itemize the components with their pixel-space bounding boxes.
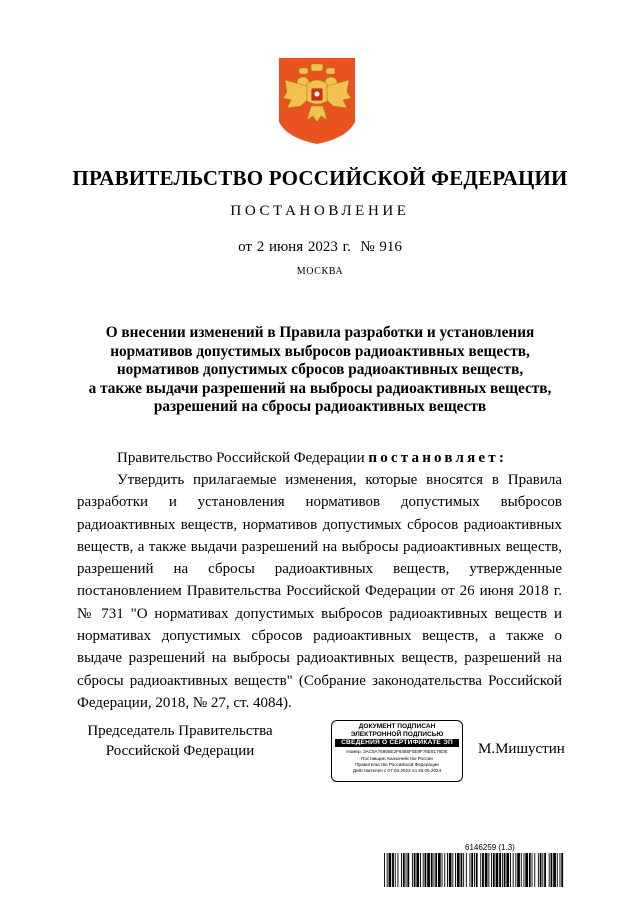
signer-title xyxy=(78,721,282,761)
barcode-bar xyxy=(540,853,542,887)
barcode-bar xyxy=(420,853,421,887)
signer-title-line: Председатель Правительства xyxy=(87,723,273,739)
electronic-signature-stamp xyxy=(331,720,463,782)
barcode-bar xyxy=(482,853,484,887)
barcode-bar xyxy=(471,853,473,887)
barcode-bar xyxy=(524,853,525,887)
barcode-bar xyxy=(542,853,543,887)
barcode-bar xyxy=(553,853,556,887)
signer-name: М.Мишустин xyxy=(478,741,565,757)
barcode-bar xyxy=(525,853,528,887)
barcode-bar xyxy=(423,853,424,887)
barcode-bar xyxy=(496,853,499,887)
subject-line: разрешений на сбросы радиоактивных веществ xyxy=(153,398,487,415)
barcode-bar xyxy=(506,853,509,887)
barcode-bar xyxy=(461,853,463,887)
barcode-bar xyxy=(387,853,388,887)
document-subject xyxy=(40,324,600,417)
barcode-bar xyxy=(427,853,430,887)
barcode-bar xyxy=(407,853,409,887)
barcode-bar xyxy=(412,853,413,887)
barcode-bar xyxy=(444,853,445,887)
barcode-bar xyxy=(534,853,535,887)
barcode-bar xyxy=(406,853,407,887)
stamp-heading-line: ДОКУМЕНТ ПОДПИСАН xyxy=(358,723,436,730)
barcode-bar xyxy=(431,853,433,887)
barcode-bar xyxy=(466,853,467,887)
barcode-bar xyxy=(463,853,464,887)
barcode-bar xyxy=(425,853,427,887)
barcode-bar xyxy=(442,853,443,887)
stamp-issuer: Поставщик: Казначейство России xyxy=(361,755,433,761)
barcode-bar xyxy=(476,853,478,887)
barcode-bar xyxy=(398,853,399,887)
barcode-bar xyxy=(529,853,531,887)
barcode-bar xyxy=(513,853,514,887)
barcode-bar xyxy=(414,853,416,887)
barcode-bar xyxy=(470,853,471,887)
barcode-bar xyxy=(538,853,539,887)
preamble-text: Правительство Российской Федерации xyxy=(117,450,365,466)
document-city: МОСКВА xyxy=(296,266,344,277)
barcode-bar xyxy=(517,853,520,887)
barcode-bar xyxy=(544,853,546,887)
stamp-heading-line: ЭЛЕКТРОННОЙ ПОДПИСЬЮ xyxy=(350,730,444,738)
emblem-shield-tip xyxy=(279,122,355,144)
barcode-bar xyxy=(447,853,448,887)
preamble-decree-word: постановляет: xyxy=(368,450,508,466)
subject-line: нормативов допустимых сбросов радиоактивных веществ, xyxy=(116,361,524,378)
stamp-issuer-org: Правительство Российской Федерации xyxy=(355,762,439,767)
barcode-bar xyxy=(384,853,385,887)
subject-line: а также выдачи разрешений на выбросы радиоактивных веществ, xyxy=(88,379,552,397)
barcode xyxy=(384,853,564,887)
subject-line: нормативов допустимых выбросов радиоактивных веществ, xyxy=(110,342,530,360)
stamp-validity: Действителен с 07.03.2023 по 30.05.2024 xyxy=(352,768,442,774)
stamp-heading xyxy=(332,723,462,738)
barcode-number: 6146259 (1.3) xyxy=(465,843,515,852)
barcode-bar xyxy=(416,853,419,887)
barcode-bar xyxy=(515,853,516,887)
barcode-bar xyxy=(493,853,495,887)
barcode-bar xyxy=(488,853,489,887)
preamble xyxy=(117,450,507,467)
barcode-bar xyxy=(434,853,435,887)
barcode-bar xyxy=(560,853,561,887)
subject-line: О внесении изменений в Правила разработки и установления xyxy=(105,324,535,341)
barcode-bar xyxy=(389,853,392,887)
document-date-number: от 2 июня 2023 г. № 916 xyxy=(238,239,402,255)
barcode-bar xyxy=(551,853,553,887)
government-title: ПРАВИТЕЛЬСТВО РОССИЙСКОЙ ФЕДЕРАЦИИ xyxy=(72,166,568,190)
barcode-bar xyxy=(557,853,558,887)
barcode-bar xyxy=(502,853,503,887)
barcode-bar xyxy=(457,853,460,887)
barcode-bar xyxy=(485,853,488,887)
body-paragraph: Утвердить прилагаемые изменения, которые вносятся в Правила разработки и установления нормативов допустимых выбросов радиоактивных веществ, нормативов допустимых сбросов радиоактивных веществ, а также выдачи разрешений на выбросы радиоактивных веществ, разрешений на сбросы радиоактивных веществ, утвержденные постановлением Правительства Российской Федерации от 26 июня 2018 г. № 731 "О нормативах допустимых выбросов радиоактивных веществ и нормативах допустимых сбросов радиоактивных веществ, а также о выдаче разрешений на выбросы радиоактивных веществ, разрешений на сбросы радиоактивных веществ" (Собрание законодательства Российской Федерации, 2018, № 27, ст. 4084). xyxy=(77,472,562,711)
coat-of-arms-emblem xyxy=(277,56,357,146)
barcode-bar xyxy=(549,853,550,887)
stamp-serial: Номер: 3AC8A76905E2F6465F0E8F76E8176DE xyxy=(346,749,448,755)
barcode-bar xyxy=(532,853,533,887)
barcode-bar xyxy=(491,853,492,887)
barcode-bar xyxy=(480,853,481,887)
barcode-bar xyxy=(435,853,437,887)
barcode-bar xyxy=(521,853,522,887)
document-type: ПОСТАНОВЛЕНИЕ xyxy=(230,203,410,219)
barcode-bar xyxy=(392,853,394,887)
barcode-bar xyxy=(401,853,402,887)
barcode-bar xyxy=(510,853,511,887)
barcode-bar xyxy=(395,853,396,887)
barcode-bar xyxy=(438,853,441,887)
barcode-bar xyxy=(403,853,405,887)
barcode-bar xyxy=(455,853,456,887)
barcode-bar xyxy=(499,853,501,887)
signer-title-line: Российской Федерации xyxy=(105,743,255,759)
barcode-bar xyxy=(474,853,475,887)
barcode-bar xyxy=(452,853,453,887)
stamp-certificate-bar: СВЕДЕНИЯ О СЕРТИФИКАТЕ ЭП xyxy=(335,739,459,747)
barcode-bar xyxy=(449,853,452,887)
barcode-bar xyxy=(561,853,563,887)
barcode-bar xyxy=(504,853,506,887)
